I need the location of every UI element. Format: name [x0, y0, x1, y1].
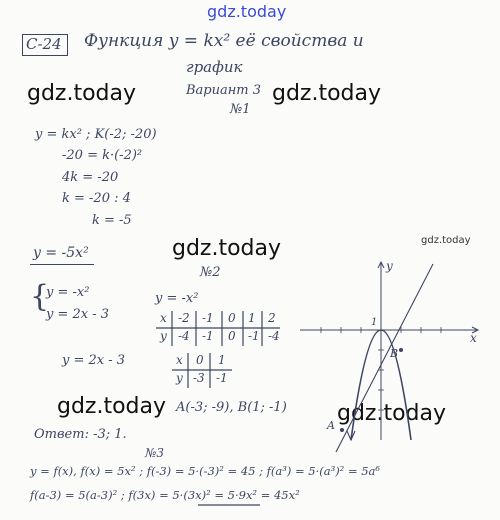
watermark: gdz.today [337, 401, 447, 426]
section-number: С-24 [26, 35, 62, 53]
table1-x-1: -2 [178, 311, 190, 325]
watermark: gdz.today [421, 235, 471, 246]
task3-line-1: y = f(x), f(x) = 5x² ; f(-3) = 5·(-3)² = 45 ; f(a³) = 5·(a³)² = 5a⁶ [30, 464, 381, 478]
title-line-2: график [186, 58, 243, 76]
system-line-2: y = 2x - 3 [46, 307, 110, 322]
table1-y-0: y [160, 329, 167, 343]
graph-point-A [340, 428, 344, 432]
variant-label: Вариант 3 [186, 83, 262, 98]
graph-point-B [399, 348, 403, 352]
task2-answer: Ответ: -3; 1. [34, 427, 127, 442]
watermark: gdz.today [27, 81, 137, 106]
system-line-1: y = -x² [46, 285, 90, 300]
graph-point-A-label: A [327, 419, 335, 432]
table1-x-4: 1 [248, 311, 256, 325]
graph-unit-label: 1 [371, 317, 378, 328]
table2-x-1: 0 [196, 353, 204, 367]
table2-x-0: x [176, 353, 183, 367]
task3-line-2: f(a-3) = 5(a-3)² ; f(3x) = 5·(3x)² = 5·9x² = 45x² [30, 488, 300, 502]
system-brace: { [30, 279, 50, 314]
graph-x-axis-label: x [470, 331, 477, 345]
table1-x-0: x [160, 311, 167, 325]
graph-line [336, 264, 433, 452]
table1-x-5: 2 [268, 311, 276, 325]
table1-y-1: -4 [178, 329, 190, 343]
task1-line-2: -20 = k·(-2)² [62, 148, 143, 163]
coordinate-graph [300, 259, 478, 452]
watermark: gdz.today [172, 236, 282, 261]
task1-line-1: y = kx² ; K(-2; -20) [35, 127, 157, 142]
table1-y-4: -1 [248, 329, 260, 343]
task1-line-5: k = -5 [92, 213, 132, 228]
graph-point-B-label: B [390, 347, 399, 360]
table1-x-2: -1 [202, 311, 214, 325]
table2-y-1: -3 [193, 371, 205, 385]
table1-y-2: -1 [202, 329, 214, 343]
task1-number: №1 [230, 102, 251, 117]
graph-y-axis-label: y [386, 259, 393, 273]
intersection-points: A(-3; -9), B(1; -1) [176, 400, 287, 415]
task1-answer: y = -5x² [33, 245, 89, 261]
table1-y-3: 0 [228, 329, 236, 343]
title-line-1: Функция y = kx² её свойства и [84, 31, 364, 51]
task1-line-3: 4k = -20 [62, 170, 119, 185]
task2-number: №2 [200, 265, 221, 280]
table2-y-2: -1 [216, 371, 228, 385]
watermark: gdz.today [272, 81, 382, 106]
watermark-top: gdz.today [207, 2, 287, 21]
table2-x-2: 1 [218, 353, 226, 367]
task1-line-4: k = -20 : 4 [62, 191, 131, 206]
task3-number: №3 [145, 446, 164, 460]
table2-y-0: y [176, 371, 183, 385]
watermark: gdz.today [57, 394, 167, 419]
line-label: y = 2x - 3 [62, 353, 126, 368]
parabola-label: y = -x² [155, 291, 199, 306]
table1-y-5: -4 [268, 329, 280, 343]
table1-x-3: 0 [228, 311, 236, 325]
